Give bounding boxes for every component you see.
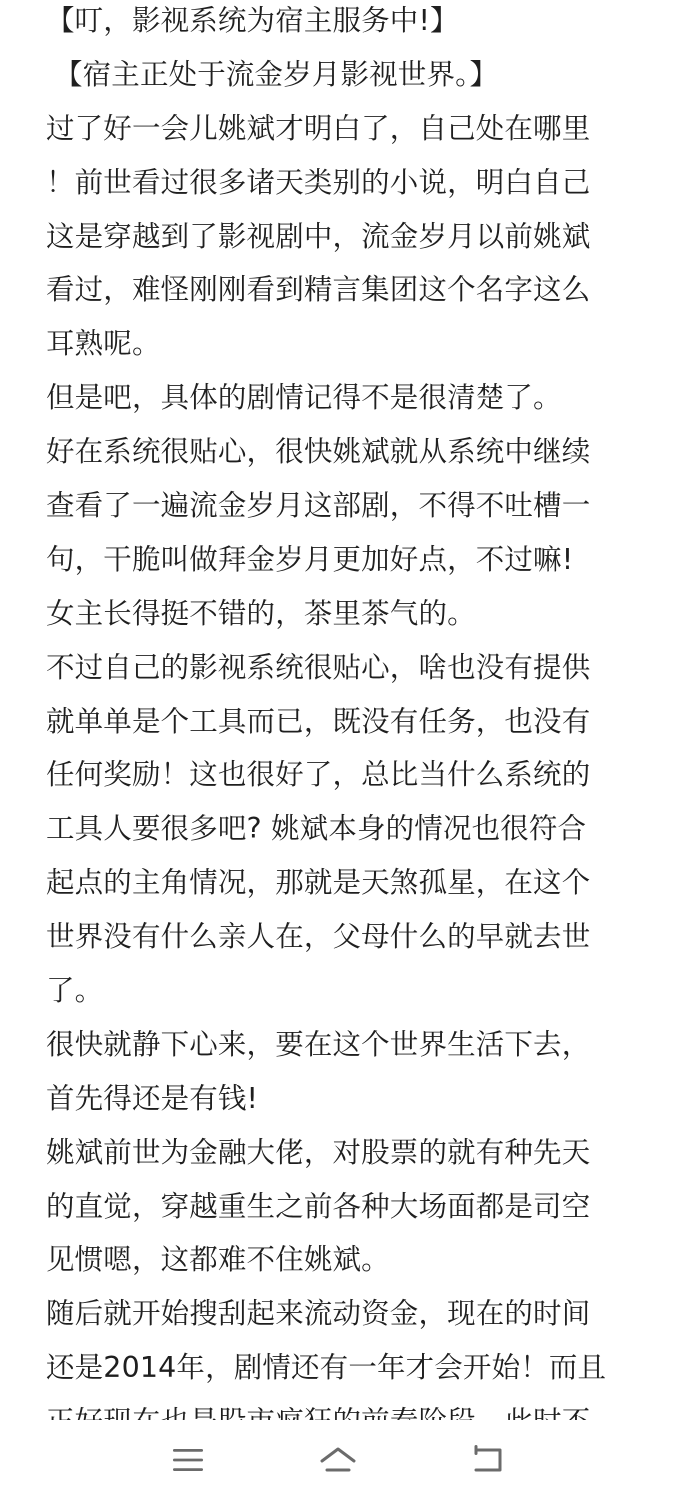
text-line: 很快就静下心来，要在这个世界生活下去， — [46, 1027, 591, 1061]
text-line: 看过，难怪刚刚看到精言集团这个名字这么 — [46, 273, 591, 307]
text-line: 任何奖励！这也很好了，总比当什么系统的 — [46, 758, 591, 792]
text-line: 世界没有什么亲人在，父母什么的早就去世 — [46, 920, 591, 954]
text-line: 姚斌前世为金融大佬，对股票的就有种先天 — [46, 1135, 591, 1169]
text-line: 但是吧，具体的剧情记得不是很清楚了。 — [46, 381, 562, 415]
text-line: 【宿主正处于流金岁月影视世界。】 — [54, 57, 499, 91]
chapter-text — [46, 0, 636, 1469]
text-line: 见惯嗯，这都难不住姚斌。 — [46, 1243, 390, 1277]
text-line: 这是穿越到了影视剧中，流金岁月以前姚斌 — [46, 219, 591, 253]
text-line: ！前世看过很多诸天类别的小说，明白自己 — [46, 165, 591, 199]
text-line: 首先得还是有钱! — [46, 1081, 259, 1115]
text-line: 的直觉，穿越重生之前各种大场面都是司空 — [46, 1189, 591, 1223]
home-icon — [318, 1445, 358, 1475]
text-line: 还是2014年，剧情还有一年才会开始！而且 — [46, 1351, 607, 1385]
text-line: 【叮，影视系统为宿主服务中!】 — [46, 4, 459, 37]
text-line: 就单单是个工具而已，既没有任务，也没有 — [46, 704, 591, 738]
text-line: 工具人要很多吧? 姚斌本身的情况也很符合 — [46, 812, 587, 846]
recent-apps-button[interactable] — [158, 1438, 218, 1482]
menu-icon — [171, 1447, 205, 1473]
text-line: 女主长得挺不错的，茶里茶气的。 — [46, 596, 476, 630]
text-line: 不过自己的影视系统很贴心，啥也没有提供 — [46, 650, 591, 684]
text-line: 句，干脆叫做拜金岁月更加好点，不过嘛! — [46, 542, 574, 576]
text-line: 起点的主角情况，那就是天煞孤星，在这个 — [46, 866, 591, 900]
system-navigation-bar — [0, 1420, 675, 1500]
text-line: 好在系统很贴心，很快姚斌就从系统中继续 — [46, 435, 591, 469]
text-line: 查看了一遍流金岁月这部剧，不得不吐槽一 — [46, 489, 591, 523]
back-icon — [470, 1445, 506, 1475]
text-line: 随后就开始搜刮起来流动资金，现在的时间 — [46, 1297, 591, 1331]
back-button[interactable] — [458, 1438, 518, 1482]
text-line: 了。 — [46, 974, 104, 1008]
home-button[interactable] — [308, 1438, 368, 1482]
text-line: 过了好一会儿姚斌才明白了，自己处在哪里 — [46, 111, 591, 145]
text-line: 耳熟呢。 — [46, 327, 161, 361]
